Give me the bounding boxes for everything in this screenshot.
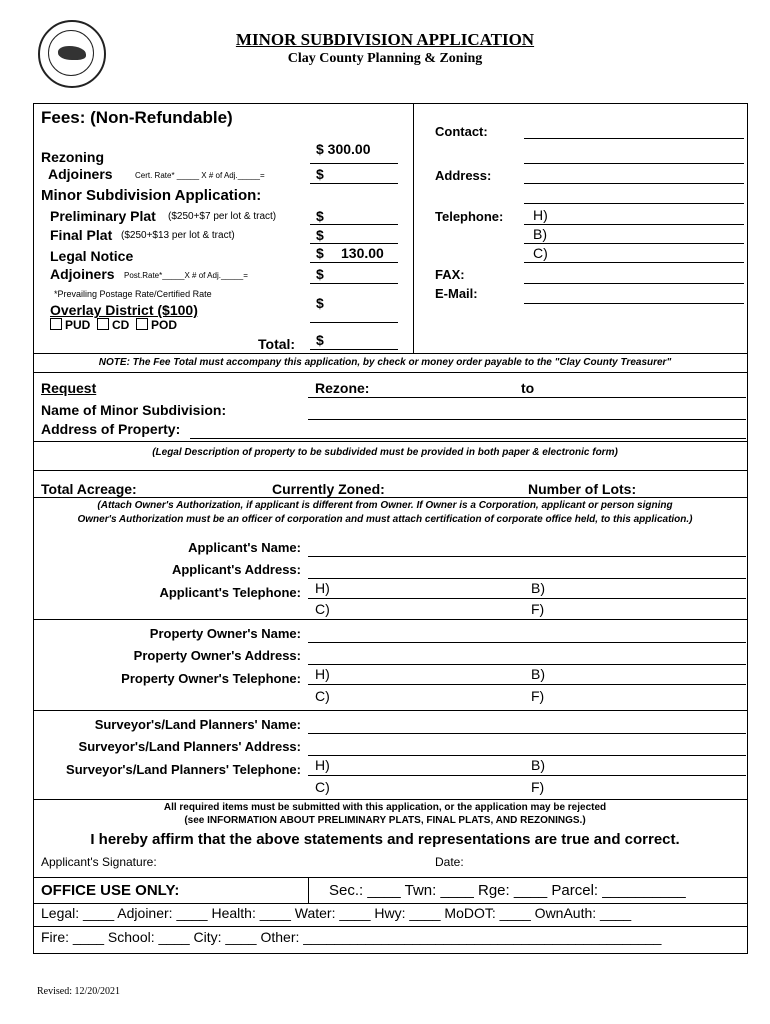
address-field[interactable] <box>524 183 744 184</box>
prelim-dollar: $ <box>316 208 324 224</box>
legal-dollar: $ <box>316 245 324 261</box>
office-row-3: Fire: ____ School: ____ City: ____ Other: ______________________________________________ <box>41 929 662 945</box>
rezone-to-label: to <box>521 380 535 396</box>
owner-phone-field[interactable] <box>308 684 746 685</box>
owner-phone-h: H) <box>315 666 330 682</box>
lots-label: Number of Lots: <box>528 481 637 497</box>
owner-address-field[interactable] <box>308 664 746 665</box>
subdivision-name-field[interactable] <box>308 419 746 420</box>
office-use-heading: OFFICE USE ONLY: <box>41 882 180 899</box>
fax-label: FAX: <box>435 267 465 282</box>
total-line <box>310 349 398 350</box>
office-row-2: Legal: ____ Adjoiner: ____ Health: ____ Water: ____ Hwy: ____ MoDOT: ____ OwnAuth: ____ <box>41 905 632 921</box>
overlay-dollar: $ <box>316 295 324 311</box>
owner-name-field[interactable] <box>308 642 746 643</box>
final-line <box>310 243 398 244</box>
surveyor-address-label: Surveyor's/Land Planners' Address: <box>78 739 301 754</box>
required-items-note: All required items must be submitted with this application, or the application may be rejected <box>163 802 607 813</box>
contact-label: Contact: <box>435 124 488 139</box>
adjoiners2-dollar: $ <box>316 266 324 282</box>
adjoiners-label: Adjoiners <box>48 166 113 182</box>
surveyor-phone-c: C) <box>315 779 330 795</box>
prelim-label: Preliminary Plat <box>50 208 156 224</box>
fees-divider <box>413 103 414 353</box>
zoned-label: Currently Zoned: <box>272 481 385 497</box>
phone-c-field[interactable] <box>524 262 744 263</box>
signature-line <box>33 877 747 878</box>
cd-checkbox[interactable] <box>97 318 109 330</box>
signature-label: Applicant's Signature: <box>41 855 157 869</box>
final-dollar: $ <box>316 227 324 243</box>
email-label: E-Mail: <box>435 286 478 301</box>
authorization-note-1: (Attach Owner's Authorization, if applicant is different from Owner. If Owner is a Corporation, applicant or person signing <box>97 500 673 511</box>
telephone-label: Telephone: <box>435 209 504 224</box>
adjoiners-line <box>310 183 398 184</box>
applicant-name-label: Applicant's Name: <box>188 540 301 555</box>
form-title: MINOR SUBDIVISION APPLICATION <box>235 30 535 49</box>
rezoning-amount: $ 300.00 <box>316 141 371 157</box>
final-label: Final Plat <box>50 227 113 243</box>
surveyor-address-field[interactable] <box>308 755 746 756</box>
affirmation-statement: I hereby affirm that the above statements and representations are true and correct. <box>90 831 680 848</box>
phone-b-field[interactable] <box>524 243 744 244</box>
prelim-note: ($250+$7 per lot & tract) <box>168 211 277 222</box>
legal-line <box>310 262 398 263</box>
owner-phone-c: C) <box>315 688 330 704</box>
pod-checkbox[interactable] <box>136 318 148 330</box>
msa-label: Minor Subdivision Application: <box>41 187 262 204</box>
form-subtitle: Clay County Planning & Zoning <box>287 51 483 66</box>
revised-date: Revised: 12/20/2021 <box>37 986 121 997</box>
fee-note: NOTE: The Fee Total must accompany this application, by check or money order payable to the "Clay County Treasurer" <box>98 357 672 368</box>
acreage-label: Total Acreage: <box>41 481 137 497</box>
address-label: Address: <box>435 168 492 183</box>
applicant-phone-c: C) <box>315 601 330 617</box>
pud-checkbox[interactable] <box>50 318 62 330</box>
note-bottom-line <box>33 372 747 373</box>
owner-name-label: Property Owner's Name: <box>149 626 301 641</box>
owner-divider <box>33 710 747 711</box>
applicant-address-field[interactable] <box>308 578 746 579</box>
applicant-divider <box>33 619 747 620</box>
contact-phone-h: H) <box>533 207 548 223</box>
overlay-line <box>310 322 398 323</box>
adjoiners2-formula: Post.Rate*_____X # of Adj._____= <box>124 271 248 280</box>
postage-note: *Prevailing Postage Rate/Certified Rate <box>54 289 212 299</box>
rezone-field[interactable] <box>308 397 746 398</box>
adjoiners-dollar: $ <box>316 166 324 182</box>
total-label: Total: <box>258 336 296 352</box>
contact-phone-b: B) <box>533 226 547 242</box>
rezoning-line <box>310 163 398 164</box>
fax-field[interactable] <box>524 283 744 284</box>
adjoiners2-line <box>310 283 398 284</box>
cd-label: CD <box>112 318 130 332</box>
owner-phone-label: Property Owner's Telephone: <box>121 671 301 686</box>
applicant-phone-field[interactable] <box>308 598 746 599</box>
fees-heading: Fees: (Non-Refundable) <box>41 108 233 127</box>
contact-field-2[interactable] <box>524 163 744 164</box>
applicant-phone-label: Applicant's Telephone: <box>159 585 301 600</box>
legal-notice-label: Legal Notice <box>50 248 134 264</box>
surveyor-name-label: Surveyor's/Land Planners' Name: <box>94 717 301 732</box>
surveyor-phone-field[interactable] <box>308 775 746 776</box>
required-items-reference: (see INFORMATION ABOUT PRELIMINARY PLATS, FINAL PLATS, AND REZONINGS.) <box>184 815 586 826</box>
overlay-options <box>50 318 177 332</box>
pud-label: PUD <box>65 318 91 332</box>
office-row-2-line <box>33 926 747 927</box>
surveyor-name-field[interactable] <box>308 733 746 734</box>
adjoiners2-label: Adjoiners <box>50 266 115 282</box>
contact-phone-c: C) <box>533 245 548 261</box>
subdivision-name-label: Name of Minor Subdivision: <box>41 402 227 418</box>
note-top-line <box>33 353 747 354</box>
legal-note-line <box>33 470 747 471</box>
owner-phone-f: F) <box>531 688 545 704</box>
overlay-label: Overlay District ($100) <box>50 302 198 318</box>
property-address-field[interactable] <box>190 438 746 439</box>
surveyor-phone-f: F) <box>531 779 545 795</box>
rezoning-label: Rezoning <box>41 149 104 165</box>
surveyor-phone-b: B) <box>531 757 545 773</box>
pod-label: POD <box>151 318 178 332</box>
acreage-line <box>33 497 747 498</box>
address-field-2[interactable] <box>524 203 744 204</box>
authorization-note-2: Owner's Authorization must be an officer of corporation and must attach certification of corporate office held, to this application.) <box>77 514 693 525</box>
contact-field[interactable] <box>524 138 744 139</box>
applicant-phone-b: B) <box>531 580 545 596</box>
surveyor-divider <box>33 799 747 800</box>
applicant-phone-f: F) <box>531 601 545 617</box>
surveyor-phone-label: Surveyor's/Land Planners' Telephone: <box>66 762 301 777</box>
applicant-phone-h: H) <box>315 580 330 596</box>
request-label: Request <box>41 380 97 396</box>
office-row-1-line <box>33 903 747 904</box>
applicant-address-label: Applicant's Address: <box>171 562 301 577</box>
final-note: ($250+$13 per lot & tract) <box>121 230 235 241</box>
legal-amount: 130.00 <box>341 245 384 261</box>
request-divider <box>33 441 747 442</box>
office-row-1: Sec.: ____ Twn: ____ Rge: ____ Parcel: __________ <box>329 882 686 899</box>
owner-address-label: Property Owner's Address: <box>133 648 301 663</box>
rezone-label: Rezone: <box>315 380 370 396</box>
email-field[interactable] <box>524 303 744 304</box>
phone-h-field[interactable] <box>524 224 744 225</box>
owner-phone-b: B) <box>531 666 545 682</box>
legal-description-note: (Legal Description of property to be subdivided must be provided in both paper & electronic form) <box>152 447 618 458</box>
property-address-label: Address of Property: <box>41 421 181 437</box>
total-dollar: $ <box>316 332 324 348</box>
date-label: Date: <box>435 855 464 869</box>
surveyor-phone-h: H) <box>315 757 330 773</box>
adjoiners-formula: Cert. Rate* _____ X # of Adj._____= <box>135 171 265 180</box>
prelim-line <box>310 224 398 225</box>
applicant-name-field[interactable] <box>308 556 746 557</box>
office-divider <box>308 877 309 903</box>
